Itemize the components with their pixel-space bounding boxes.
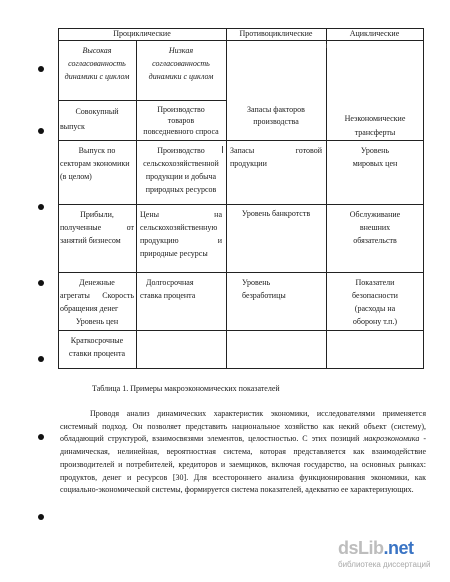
body-paragraph <box>60 408 426 497</box>
margin-dot <box>38 128 44 134</box>
cell-short-term-rates: Краткосрочные ставки процента <box>68 336 126 358</box>
paragraph-text-end: - динамическая, нелинейная, вероятностная система, которая представляется как взаимодействие производителей и потребителей, кредиторов и заемщиков, включая государство, на основных рынках: продуктов, денег и ресурсов [30]. Для всестороннего анализа функционирования экономики, как социально-экономической системы, формируется система показателей, адекватно ее характеризующих. <box>60 434 426 495</box>
pen-mark <box>222 146 223 153</box>
table-caption: Таблица 1. Примеры макроэкономических показателей <box>92 384 280 393</box>
margin-dot <box>38 280 44 286</box>
subheader-low-consistency: Низкая согласованность динамики с циклом <box>148 46 214 81</box>
cell-factor-stocks: Запасы факторов производства <box>247 105 305 126</box>
margin-dot <box>38 434 44 440</box>
margin-dot <box>38 356 44 362</box>
header-procyclical: Проциклические <box>113 29 171 38</box>
cell-unemployment: Уровень безработицы <box>242 278 286 300</box>
cell-business-profits: Прибыли, полученные от занятий бизнесом <box>60 210 134 245</box>
cell-bankruptcy-level: Уровень банкротств <box>241 209 311 218</box>
cell-sector-output: Выпуск по секторам экономики (в целом) <box>60 146 130 181</box>
margin-dot <box>38 514 44 520</box>
paragraph-emphasis: макроэкономика <box>363 434 420 444</box>
header-countercyclical: Противоциклические <box>239 29 313 38</box>
subheader-high-consistency: Высокая согласованность динамики с циклом <box>64 46 130 81</box>
watermark-tagline: библиотека диссертаций <box>338 560 431 569</box>
margin-dot <box>38 204 44 210</box>
paragraph-text-start: Проводя анализ динамических характеристик экономики, исследователями применяется системный подход. Он позволяет представить национальное хозяйство как некий объект (систему), обладающий структурой, взаимосвязями элементов, целостностью. С этих позиций <box>60 409 426 444</box>
watermark <box>338 538 442 578</box>
watermark-logo: dsLib.net <box>338 538 414 558</box>
cell-agri-production: Производство сельскохозяйственной продукции и добыча природных ресурсов <box>143 146 219 194</box>
cell-long-term-rate: Долгосрочная ставка процента <box>140 278 196 300</box>
indicators-table <box>58 28 424 369</box>
pen-mark <box>326 44 327 48</box>
margin-dot <box>38 66 44 72</box>
cell-non-economic-transfers: Неэкономические трансферты <box>344 114 406 137</box>
cell-aggregate-output: Совокупный выпуск <box>60 107 119 131</box>
cell-external-obligations: Обслуживание внешних обязательств <box>349 210 401 245</box>
cell-security-indicators: Показатели безопасности (расходы на оборону т.п.) <box>352 278 398 326</box>
cell-consumer-goods: Производство товаров повседневного спроса <box>143 105 219 136</box>
cell-monetary-aggregates: Денежные агрегаты Скорость обращения денег Уровень цен <box>60 278 134 326</box>
cell-world-prices: Уровень мировых цен <box>352 146 398 168</box>
cell-finished-goods-stocks: Запасы готовой продукции <box>230 146 322 168</box>
header-acyclical: Ациклические <box>349 29 400 38</box>
cell-agri-prices: Цены на сельскохозяйственную продукцию и природные ресурсы <box>140 210 222 258</box>
